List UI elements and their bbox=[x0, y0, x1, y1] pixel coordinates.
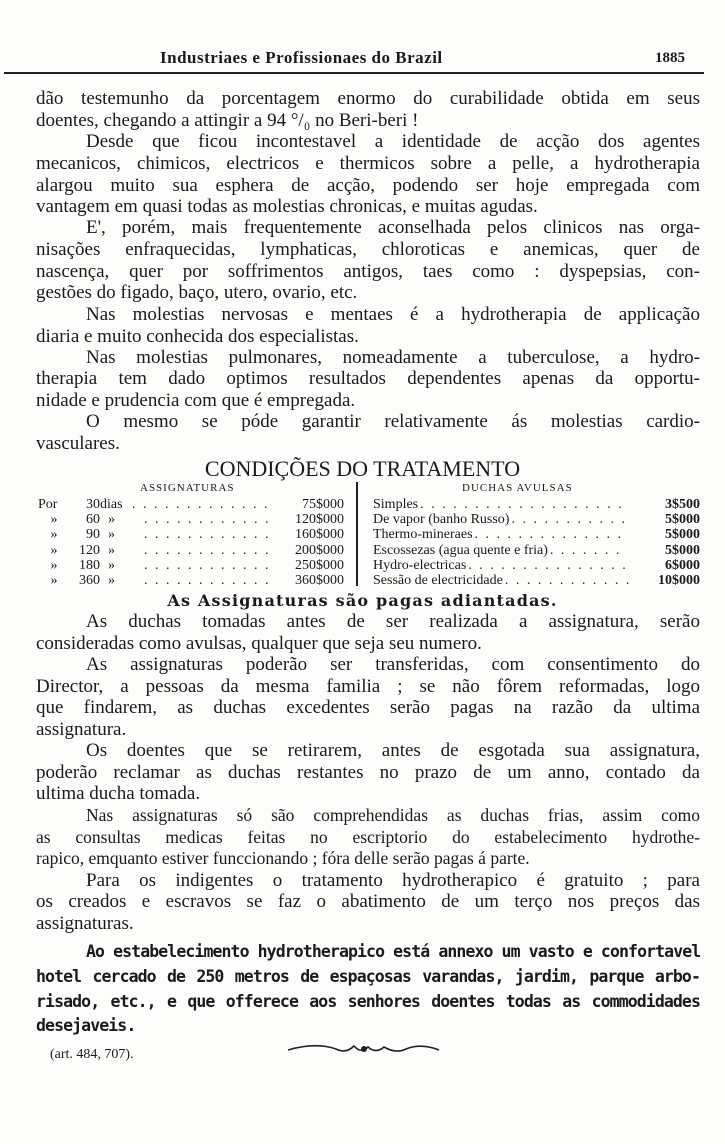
text-line: Nas assignaturas só são comprehendidas as duchas frias, assim como bbox=[86, 805, 700, 825]
header-rule bbox=[4, 72, 704, 74]
table-row bbox=[38, 527, 344, 542]
row-prefix: Por bbox=[38, 497, 58, 512]
row-prefix: » bbox=[50, 573, 58, 588]
text-line: therapia tem dado optimos resultados dependentes apenas da opportu- bbox=[36, 368, 700, 389]
table-row bbox=[373, 543, 700, 558]
leader-dots: . . . . . . . . . . . . . . bbox=[474, 527, 624, 543]
text-line: as consultas medicas feitas no escriptorio do estabelecimento hydrothe- bbox=[36, 827, 700, 847]
text-line: dão testemunho da porcentagem enormo do curabilidade obtida em seus bbox=[36, 88, 700, 109]
table-row bbox=[373, 497, 700, 512]
ornament-divider bbox=[286, 1038, 441, 1060]
text-line: diaria e muito conhecida dos especialistas. bbox=[36, 326, 359, 347]
leader-dots: . . . . . . . . . . . . bbox=[144, 527, 271, 543]
row-days: 360 bbox=[79, 573, 100, 588]
assignaturas-heading: ASSIGNATURAS bbox=[140, 482, 235, 494]
row-days: 120 bbox=[79, 542, 100, 558]
text-line: E', porém, mais frequentemente aconselhada pelos clinicos nas orga- bbox=[86, 217, 700, 238]
text-line: rapico, emquanto estiver funccionando ; fóra delle serão pagas á parte. bbox=[36, 848, 530, 868]
text-line: hotel cercado de 250 metros de espaçosas varandas, jardim, parque arbo- bbox=[36, 967, 700, 986]
row-price: 10$000 bbox=[658, 573, 700, 588]
row-price: 5$000 bbox=[665, 527, 700, 543]
table-row bbox=[373, 558, 700, 573]
row-price: 120$000 bbox=[295, 512, 344, 528]
leader-dots: . . . . . . . . . . . . bbox=[144, 542, 271, 558]
text-line: Os doentes que se retirarem, antes de esgotada sua assignatura, bbox=[86, 740, 700, 761]
text-line: doentes, chegando a attingir a 94 °/₀ no Beri-beri ! bbox=[36, 110, 419, 131]
text-line: os creados e escravos se faz o abatimento de um terço nos preços das bbox=[36, 891, 700, 912]
text-line: ultima ducha tomada. bbox=[36, 783, 201, 804]
page-number: 1885 bbox=[655, 50, 685, 66]
row-price: 3$500 bbox=[665, 497, 700, 512]
leader-dots: . . . . . . . . . . . . bbox=[504, 573, 632, 588]
text-line: As assignaturas poderão ser transferidas, com consentimento do bbox=[86, 654, 700, 675]
leader-dots: . . . . . . . . . . . bbox=[511, 512, 627, 528]
row-price: 5$000 bbox=[665, 542, 700, 558]
table-row bbox=[38, 497, 344, 512]
row-price: 360$000 bbox=[295, 573, 344, 588]
text-line: vasculares. bbox=[36, 433, 120, 454]
row-days: 180 bbox=[79, 557, 100, 573]
row-unit: » bbox=[108, 527, 115, 543]
leader-dots: . . . . . . . . . . . . . bbox=[132, 497, 270, 512]
row-name: Sessão de electricidade bbox=[373, 573, 503, 588]
row-unit: » bbox=[108, 512, 115, 528]
leader-dots: . . . . . . . . . . . . bbox=[144, 557, 271, 573]
duchas-avulsas-heading: DUCHAS AVULSAS bbox=[462, 482, 573, 494]
row-price: 6$000 bbox=[665, 557, 700, 573]
text-line: Nas molestias nervosas e mentaes é a hydrotherapia de applicação bbox=[86, 304, 700, 325]
text-line: assignatura. bbox=[36, 719, 127, 740]
text-line: poderão reclamar as duchas restantes no prazo de um anno, contado da bbox=[36, 762, 700, 783]
table-title: CONDIÇÕES DO TRATAMENTO bbox=[204, 456, 521, 481]
leader-dots: . . . . . . . bbox=[549, 542, 622, 558]
text-line: alargou muito sua esphera de acção, podendo ser hoje empregada com bbox=[36, 175, 700, 196]
row-name: Simples bbox=[373, 497, 419, 512]
running-title: Industriaes e Profissionaes do Brazil bbox=[160, 48, 443, 67]
row-price: 160$000 bbox=[295, 527, 344, 543]
table-row bbox=[373, 512, 700, 527]
text-line: nisações enfraquecidas, lymphaticas, chloroticas e anemicas, quer de bbox=[36, 239, 700, 260]
row-prefix: » bbox=[50, 512, 58, 528]
row-unit: » bbox=[108, 557, 115, 573]
text-line: vantagem em quasi todas as molestias chronicas, e muitas agudas. bbox=[36, 196, 538, 217]
row-name: Hydro-electricas bbox=[373, 557, 467, 573]
article-reference: (art. 484, 707). bbox=[50, 1047, 134, 1062]
table-row bbox=[38, 512, 344, 527]
text-line: gestões do figado, baço, utero, ovario, etc. bbox=[36, 282, 358, 303]
column-divider bbox=[356, 482, 358, 586]
table-row bbox=[38, 558, 344, 573]
row-price: 250$000 bbox=[295, 557, 344, 573]
row-unit: » bbox=[108, 573, 115, 588]
text-line: Director, a pessoas da mesma familia ; se não fôrem reformadas, logo bbox=[36, 676, 700, 697]
text-line: nidade e prudencia com que é empregada. bbox=[36, 390, 356, 411]
leader-dots: . . . . . . . . . . . . bbox=[144, 512, 271, 528]
text-line: Para os indigentes o tratamento hydrotherapico é gratuito ; para bbox=[86, 870, 700, 891]
table-row bbox=[373, 573, 700, 588]
text-line: nascença, quer por soffrimentos antigos, taes como : dyspepsias, con- bbox=[36, 261, 700, 282]
row-prefix: » bbox=[50, 557, 58, 573]
text-line: risado, etc., e que offerece aos senhores doentes todas as commodidades bbox=[36, 992, 700, 1011]
text-line: As duchas tomadas antes de ser realizada a assignatura, serão bbox=[86, 611, 700, 632]
row-days: 30 bbox=[86, 497, 100, 512]
row-days: 60 bbox=[86, 512, 100, 528]
row-prefix: » bbox=[50, 527, 58, 543]
row-name: Escossezas (agua quente e fria) bbox=[373, 542, 548, 558]
text-line: mecanicos, chimicos, electricos e thermicos sobre a pelle, a hydrotherapia bbox=[36, 153, 700, 174]
payment-note: As Assignaturas são pagas adiantadas. bbox=[167, 591, 558, 610]
table-row bbox=[373, 527, 700, 542]
text-line: consideradas como avulsas, qualquer que seja seu numero. bbox=[36, 633, 482, 654]
table-row bbox=[38, 573, 344, 588]
text-line: que findarem, as duchas excedentes serão pagas na razão da ultima bbox=[36, 697, 700, 718]
row-name: Thermo-mineraes bbox=[373, 527, 473, 543]
text-line: Desde que ficou incontestavel a identidade de acção dos agentes bbox=[86, 131, 700, 152]
table-row bbox=[38, 543, 344, 558]
row-price: 75$000 bbox=[302, 497, 344, 512]
leader-dots: . . . . . . . . . . . . . . . . . . . bbox=[420, 497, 624, 512]
row-days: 90 bbox=[86, 527, 100, 543]
leader-dots: . . . . . . . . . . . . . . . bbox=[468, 557, 628, 573]
leader-dots: . . . . . . . . . . . . bbox=[144, 573, 271, 588]
text-line: O mesmo se póde garantir relativamente ás molestias cardio- bbox=[86, 411, 700, 432]
text-line: assignaturas. bbox=[36, 913, 134, 934]
row-name: De vapor (banho Russo) bbox=[373, 512, 510, 528]
row-unit: dias bbox=[100, 497, 123, 512]
text-line: Nas molestias pulmonares, nomeadamente a tuberculose, a hydro- bbox=[86, 347, 700, 368]
row-price: 5$000 bbox=[665, 512, 700, 528]
text-line: Ao estabelecimento hydrotherapico está annexo um vasto e confortavel bbox=[86, 942, 701, 961]
row-price: 200$000 bbox=[295, 542, 344, 558]
row-unit: » bbox=[108, 542, 115, 558]
text-line: desejaveis. bbox=[36, 1016, 136, 1035]
row-prefix: » bbox=[50, 542, 58, 558]
